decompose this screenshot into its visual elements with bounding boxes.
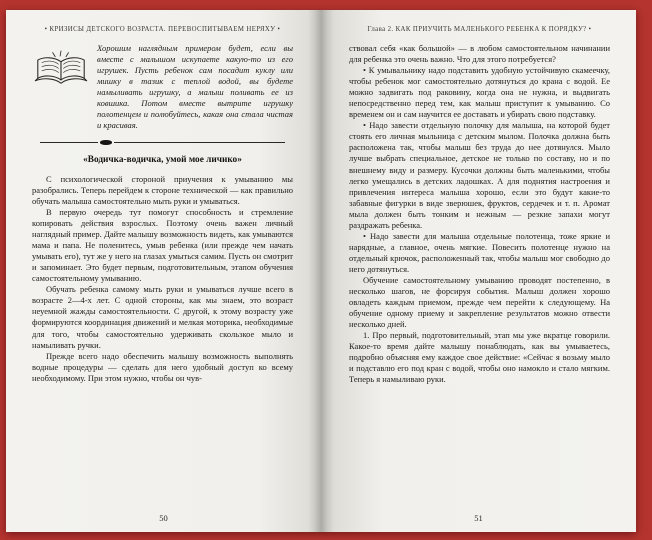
bullet-paragraph: • К умывальнику надо подставить удобную устойчивую скамеечку, чтобы ребенок мог самостоятельно дотянуться до крана с водой. Ее можно задвигать под раковину, когда она не нужна, и выдвигать непосредственно перед тем, как малыш приступит к умыванию. Со временем он и сам научится ее доставать и убирать свою подставку. xyxy=(349,65,610,120)
right-body xyxy=(349,43,610,385)
book-spread xyxy=(6,10,636,532)
divider-dot xyxy=(100,140,112,145)
body-paragraph: Обучение самостоятельному умыванию проводят постепенно, в несколько шагов, не форсируя события. Малыш должен хорошо овладеть каждым приемом, прежде чем перейти к следующему. На обучение одному приему и закрепление результатов можно отвести несколько дней. xyxy=(349,274,610,330)
divider-line xyxy=(40,142,98,143)
body-paragraph: 1. Про первый, подготовительный, этап мы уже вкратце говорили. Какое-то время дайте малышу понаблюдать, как вы умываетесь, подробно объясняя ему каждое свое действие: «Сейчас я возьму мыло и подставлю его под кран с водой, чтобы оно намокло и стало мягким. Теперь я намыливаю руки. xyxy=(349,330,610,385)
page-left xyxy=(6,10,321,532)
open-book-icon xyxy=(32,49,90,96)
bullet-paragraph: • Надо завести отдельную полочку для малыша, на которой будет стоять его личная мыльница с детским мылом. Полочка должна быть расположена так, чтобы малыш без труда до нее дотянулся. Мыло лучше выбрать специальное, детское не только по составу, но и по внешнему виду и размеру. Кусочки должны быть маленькими, чтобы легко умещались в детских ладошках. А для поднятия настроения и привлечения интереса малыша хорошо, если это будут какие-то забавные фигурки в виде зверюшек, фруктов, сердечек и т. п. Аромат мыла должен быть тонким и нежным — резкие запахи могут раздражать ребенка. xyxy=(349,120,610,230)
example-quote-text: Хорошим наглядным примером будет, если вы вместе с малышом искупаете какую-то из его игрушек. Пусть ребенок сам посадит куклу или мишку в тазик с теплой водой, вы будете намыливать игрушку, а малыш поливать ее из ковшика. Потом вместе вытрите игрушку полотенцем и полюбуйтесь, какая она стала чистая и красивая. xyxy=(97,43,293,131)
running-header-right: Глава 2. КАК ПРИУЧИТЬ МАЛЕНЬКОГО РЕБЕНКА К ПОРЯДКУ? • xyxy=(367,26,592,33)
page-number-right: 51 xyxy=(474,513,483,523)
divider-line xyxy=(114,142,285,143)
body-paragraph: Прежде всего надо обеспечить малышу возможность выполнять водные процедуры — сделать для него удобный доступ ко всему необходимому. При этом нужно, чтобы он чув- xyxy=(32,350,293,383)
page-number-left: 50 xyxy=(159,513,168,523)
section-divider xyxy=(40,140,285,145)
left-body xyxy=(32,174,293,384)
running-header-left: • КРИЗИСЫ ДЕТСКОГО ВОЗРАСТА. ПЕРЕВОСПИТЫВАЕМ НЕРЯХУ • xyxy=(44,26,281,33)
body-paragraph: Обучать ребенка самому мыть руки и умываться лучше всего в возрасте 2—4-х лет. С одной стороны, как мы знаем, это возраст неуемной жажды самостоятельности. С другой, к этому возрасту уже формируются координация движений и мелкая моторика, необходимые для того, чтобы самостоятельно удерживать скользкое мыло и намыливать ручки. xyxy=(32,284,293,350)
section-title: «Водичка-водичка, умой мое личико» xyxy=(83,154,242,165)
page-right xyxy=(321,10,636,532)
example-quote-block xyxy=(32,43,293,131)
bullet-paragraph: • Надо завести для малыша отдельные полотенца, тоже яркие и нарядные, а главное, очень мягкие. Повесить полотенце нужно на отдельный крючок, расположенный так, чтобы малыш мог свободно до него дотянуться. xyxy=(349,230,610,274)
body-paragraph: С психологической стороной приучения к умыванию мы разобрались. Теперь перейдем к стороне технической — как правильно обучать малыша самостоятельно мыть руки и умываться. xyxy=(32,173,293,206)
body-paragraph: В первую очередь тут помогут способность и стремление копировать действия взрослых. Поэтому очень важен личный наглядный пример. Дайте малышу возможность видеть, как умываются мама и папа. Не поленитесь, умыв ребенка (или прежде чем начать умывать его), тут же у него на глазах умыться самим. Пусть он смотрит и запоминает. Это будет первым, подготовительным, этапом обучения самостоятельному умыванию. xyxy=(32,207,293,284)
body-paragraph: ствовал себя «как большой» — в любом самостоятельном начинании для ребенка это очень важно. Что для этого потребуется? xyxy=(349,43,610,65)
